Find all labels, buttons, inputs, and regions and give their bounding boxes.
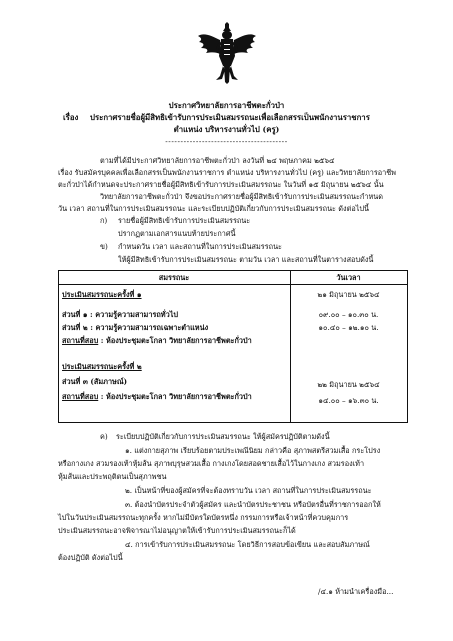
- intro-line-3: ตะกั่วป่าได้กำหนดจะประกาศรายชื่อผู้มีสิทธิเข้ารับการประเมินสมรรถนะ ในวันที่ ๑๕ มิถุนายน ๒๕๖๔ นั้น: [58, 180, 384, 189]
- table-header-border: [58, 284, 408, 285]
- rule1-line-3: หุ้มส้นและประพฤติตนเป็นสุภาพชน: [58, 472, 167, 481]
- subject-text: ประกาศรายชื่อผู้มีสิทธิเข้ารับการประเมินสมรรถนะเพื่อเลือกสรรเป็นพนักงานราชการ: [90, 113, 370, 122]
- rule3-line-2: ไปในวันประเมินสมรรถนะทุกครั้ง หากไม่มีบัตรใดบัตรหนึ่ง กรรมการหรือเจ้าหน้าที่ควบคุมการ: [58, 513, 349, 522]
- round1-time1: ๐๙.๐๐ – ๑๐.๓๐ น.: [318, 310, 379, 319]
- round1-part2: ส่วนที่ ๒ : ความรู้ความสามารถเฉพาะตำแหน่ง: [62, 323, 209, 332]
- garuda-emblem-icon: [196, 22, 258, 84]
- rule4-line-1: ๔. การเข้ารับการประเมินสมรรถนะ โดยวิธีการสอบข้อเขียน และสอบสัมภาษณ์: [125, 540, 370, 549]
- rule1-line-1: ๑. แต่งกายสุภาพ เรียบร้อยตามประเพณีนิยม กล่าวคือ สุภาพสตรีสวมเสื้อ กระโปรง: [125, 446, 381, 455]
- position-title: ตำแหน่ง บริหารงานทั่วไป (ครู): [173, 125, 280, 134]
- round1-venue-label: สถานที่สอบ: [62, 336, 99, 345]
- round1-time2: ๑๐.๔๐ – ๑๒.๑๐ น.: [318, 323, 379, 332]
- table-header-competency: สมรรถนะ: [158, 273, 190, 282]
- table-header-datetime: วันเวลา: [336, 273, 361, 282]
- item-a-text: รายชื่อผู้มีสิทธิเข้ารับการประเมินสมรรถนะ: [118, 216, 251, 225]
- table-right-border: [407, 270, 408, 423]
- item-b-sub: ให้ผู้มีสิทธิเข้ารับการประเมินสมรรถนะ ตามวัน เวลา และสถานที่ในตารางสอบดังนี้: [118, 255, 374, 264]
- round2-title: ประเมินสมรรถนะครั้งที่ ๒: [62, 362, 142, 371]
- round1-title: ประเมินสมรรถนะครั้งที่ ๑: [62, 290, 142, 299]
- round2-part3: ส่วนที่ ๓ (สัมภาษณ์): [62, 377, 128, 386]
- round2-time: ๑๔.๐๐ – ๑๖.๓๐ น.: [318, 396, 379, 405]
- item-b-label: ข): [100, 242, 108, 251]
- rule3-line-3: ประเมินสมรรถนะอาจพิจารณาไม่อนุญาตให้เข้ารับการประเมินสมรรถนะก็ได้: [58, 526, 296, 535]
- round1-part1: ส่วนที่ ๑ : ความรู้ความสามารถทั่วไป: [62, 310, 178, 319]
- item-a-label: ก): [100, 216, 108, 225]
- rule3-line-1: ๓. ต้องนำบัตรประจำตัวผู้สมัคร และนำบัตรประชาชน หรือบัตรอื่นที่ราชการออกให้: [125, 500, 381, 509]
- intro-line-2: เรื่อง รับสมัครบุคคลเพื่อเลือกสรรเป็นพนักงานราชการ ตำแหน่ง บริหารงานทั่วไป (ครู) และวิทยาลัยการอาชีพ: [58, 168, 396, 177]
- rules-label: ค): [100, 432, 108, 441]
- round1-venue-text: : ห้องประชุมตะโกลา วิทยาลัยการอาชีพตะกั่วป่า: [98, 336, 252, 345]
- round1-date: ๒๑ มิถุนายน ๒๕๖๔: [317, 290, 380, 299]
- rule4-line-2: ต้องปฏิบัติ ดังต่อไปนี้: [58, 553, 123, 562]
- rule1-line-2: หรือกางเกง สวมรองเท้าหุ้มส้น สุภาพบุรุษสวมเสื้อ กางเกงโดยสอดชายเสื้อไว้ในกางเกง สวมรองเท้า: [58, 459, 365, 468]
- round2-venue-text: : ห้องประชุมตะโกลา วิทยาลัยการอาชีพตะกั่วป่า: [98, 392, 252, 401]
- para2-line-2: วัน เวลา สถานที่ในการประเมินสมรรถนะ และระเบียบปฏิบัติเกี่ยวกับการประเมินสมรรถนะ ดังต่อไปนี้: [58, 204, 370, 213]
- item-b-text: กำหนดวัน เวลา และสถานที่ในการประเมินสมรรถนะ: [118, 242, 282, 251]
- rule2-line-1: ๒. เป็นหน้าที่ของผู้สมัครที่จะต้องทราบวัน เวลา สถานที่ในการประเมินสมรรถนะ: [125, 486, 372, 495]
- item-a-sub: ปรากฏตามเอกสารแนบท้ายประกาศนี้: [118, 229, 236, 238]
- round2-venue: [62, 392, 252, 401]
- rules-heading: ระเบียบปฏิบัติเกี่ยวกับการประเมินสมรรถนะ ให้ผู้สมัครปฏิบัติตามดังนี้: [116, 432, 330, 441]
- intro-line-1: ตามที่ได้มีประกาศวิทยาลัยการอาชีพตะกั่วป่า ลงวันที่ ๒๔ พฤษภาคม ๒๕๖๔: [100, 156, 335, 165]
- continuation-note: /๔.๑ ห้ามนำเครื่องมือ...: [318, 587, 394, 596]
- round2-venue-label: สถานที่สอบ: [62, 392, 99, 401]
- round2-date: ๒๒ มิถุนายน ๒๕๖๔: [317, 380, 380, 389]
- para2-line-1: วิทยาลัยการอาชีพตะกั่วป่า จึงขอประกาศรายชื่อผู้มีสิทธิเข้ารับการประเมินสมรรถนะกำหนด: [100, 192, 383, 201]
- org-title: ประกาศวิทยาลัยการอาชีพตะกั่วป่า: [168, 101, 285, 110]
- header-divider: ----------------------------------------: [165, 137, 288, 146]
- table-top-border: [58, 270, 408, 271]
- table-left-border: [58, 270, 59, 423]
- table-bottom-border: [58, 422, 408, 423]
- round1-venue: [62, 336, 252, 345]
- subject-prefix: เรื่อง: [63, 113, 79, 122]
